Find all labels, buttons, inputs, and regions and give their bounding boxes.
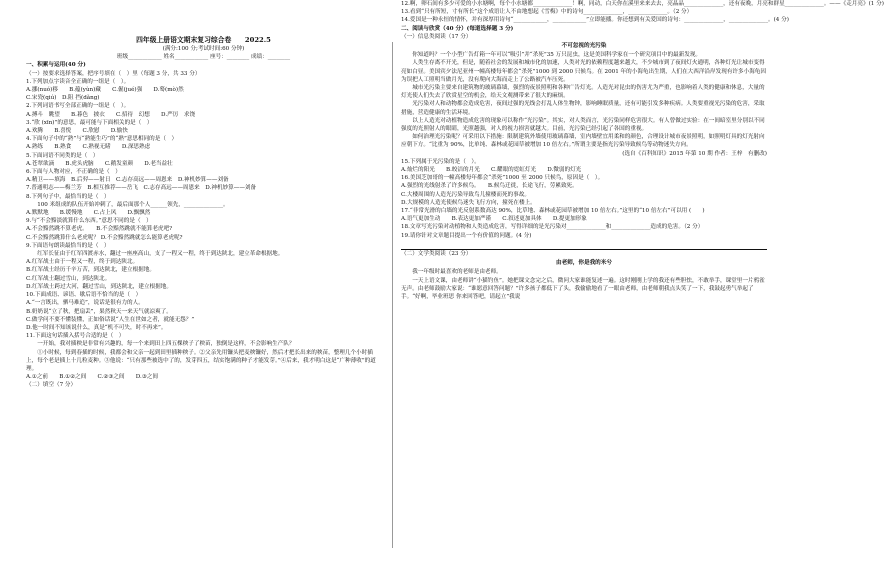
right-line-12: (选自《百科知识》2015 年第 10 期 作者：王梓 有删改) xyxy=(622,150,767,157)
left-line-2: 班级____________ 姓名____________ 座号：________ 成绩：________ xyxy=(116,54,291,61)
left-line-13: A.熟练 B.熟食 C.熟视无睹 D.深思熟虑 xyxy=(26,144,151,151)
left-line-21: A.默默地 B.缓慢地 C.占上风 D.飘飘然 xyxy=(26,210,151,217)
left-line-3: 一、积累与运用(40 分) xyxy=(26,62,86,69)
left-line-26: 红军长征由于红军四渡赤水，翻过一座座高山，支了一程又一程，终于到达陕北，建立革命根据地。 xyxy=(37,251,284,258)
left-line-20: 100 米组成的队伍开始冲刺了，最后面那个人______领先，______________。 xyxy=(26,201,229,208)
right-line-10: 以上人造光对动植物造成危害的现象可以称作“光污染”。其实，对人类而言，光污染同样危害很大。有人曾做过实验：在一间暗室里分别以不同强度的光照射人的眼睛，光照越强，对人的视力损害就越大。目前，光污染已经引起了各国的重视。 xyxy=(401,117,765,133)
right-line-5: 不可忽视的光污染 xyxy=(561,43,607,50)
left-line-19: 8.下列句子中，最恰当的是（ ） xyxy=(26,193,110,200)
right-line-9: 光污染对人和动物都会造成危害，夜间过强的光线会打乱人体生物钟，影响睡眠质量，还有可能引发多种疾病。人类要重视光污染的危害，采取措施，营造健康的生活环境。 xyxy=(401,101,765,116)
left-line-22: 9.与“不会黯淡就算什么东西。”意思不同的是（ ） xyxy=(26,218,152,225)
left-line-1: (满分:100 分;考试时间:60 分钟) xyxy=(162,46,245,52)
right-line-27: 一天上语文课，由老师讲“小猫钓鱼”。她把课文念完之后，微问大家谁能复述一遍。这时刚刚上学的我还有些胆怯，不敢举手，课堂里一片鸦雀无声。由老师鼓励大家说：“谁愿意回答问题？”许多孩子都低下了头，我偷偷地看了一眼由老师，由老师朝我点头笑了一下，我鼓起勇气举起了手。“好啊，毕业班思 你来回答吧，请起立”我说 xyxy=(401,277,765,300)
left-line-5: 1.下列加点字读音全正确的一组是（ ）。 xyxy=(26,78,130,85)
left-line-0: 四年级上册语文期末复习综合卷 2022.5 xyxy=(136,36,271,44)
left-line-30: D.红军战士跨过大河，翻过雪山，到达陕北，建立根据地。 xyxy=(26,283,172,290)
left-line-8: 2.下列词语书写全部正确的一组是（ ）。 xyxy=(26,103,130,110)
right-line-6: 你知道吗？一个小型广告灯箱一年可以“吸引”并“杀死”35 万只昆虫，这是美国科学家在一个研究项目中的最新发现。 xyxy=(412,52,702,59)
right-line-3: 二、阅读与欣赏（40 分）(每道选择题 3 分) xyxy=(401,25,514,32)
left-line-39: A.①之前 B.①②之间 C.②③之间 D.③之间 xyxy=(26,374,159,381)
right-line-17: C.大楼周围的人造光污染导致鸟儿撞楼而死的事故。 xyxy=(401,191,530,198)
right-line-1: 13.看到“只有所短，寸有所长”这个成语让人不由地想起《雪梅》中的诗句______________，______________。（2 分） xyxy=(401,9,693,16)
left-line-24: C.不会黯然跳算什么老虎呢？ D.不会黯然跳就怎么能算老虎呢? xyxy=(26,234,183,241)
left-line-4: （一）按要求选择答案，把序号填在（ ）里（每题 3 分，共 33 分） xyxy=(26,70,201,77)
left-line-29: C.红军战士翻过雪山，到达陕北。 xyxy=(26,275,111,282)
left-line-15: A.苍翠欲滴 B.虎头虎脑 C.鹅发童颜 D.老当益壮 xyxy=(26,160,173,167)
right-line-20: A.语气更加生动 B.表达更加严谨 C.叙述更加具体 D.提更加形象 xyxy=(401,216,587,223)
right-line-16: A.强烈的光线射杀了许多候鸟。 B.候鸟迁徙，长途飞行，劳累致死。 xyxy=(401,183,578,190)
left-line-9: A.搏斗 眺望 B.暮色 披衣 C.招待 幻想 D.严厉 求饶 xyxy=(26,111,196,118)
right-line-26: 我一年级时最喜欢的老师是由老师。 xyxy=(412,269,502,276)
right-line-4: （一）信息类阅读（17 分） xyxy=(401,33,472,40)
left-line-33: B.奶奶说“立了秋，把扇丢”，果然秋天一来天气就凉爽了。 xyxy=(26,308,172,315)
left-line-17: A.精卫——填海 B.后羿——射日 C.志存高远——周恩来 D.神机妙算——刘备 xyxy=(26,177,229,184)
left-line-7: C.宋瓷(qiú) D.阻 挡(dǎng) xyxy=(26,95,100,102)
right-line-22: 19.请你针对文章题目提出一个有价值的问题。(4 分) xyxy=(401,232,532,239)
left-line-38: ①小时候，每到春插的时候，我都会和父亲一起到田里插种秧子。②父亲先用镰头把麦秧镰好，然后才把长出来的秧苗，整理几个小时插上，每个老是插上十几粒麦种。③他说：“只有那些被选中了的，发芽四五，结实饱满的种子才能发芽。”④后来，我才明白这是“广种薄收”的道理。 xyxy=(26,349,376,372)
left-line-25: 9.下面语句朗读最恰当的是（ ） xyxy=(26,242,110,249)
left-line-10: 3.“欣 (xīn)”的意思，最可能与下面相关的是（ ） xyxy=(26,119,153,126)
right-column xyxy=(401,0,884,562)
right-line-8: 城市光污染主要来自建筑物的玻璃幕墙，强烈的夜景照明和各种广告灯光。人造光对昆虫的伤害尤为严重，也影响着人类的健康和休息，大量的灯光使人们失去了欣赏星空的机会，给天文观测带来了很大的麻烦。 xyxy=(401,85,765,100)
right-line-24: （二）文学类阅读（23 分） xyxy=(401,250,472,257)
right-line-14: A.灿烂的阳光 B.皎洁的月光 C.耀眼的霓虹灯光 D.微弱的灯光 xyxy=(401,167,582,174)
left-line-11: A.欢腾 B.喜悦 C.欣慰 D.愉快 xyxy=(26,128,128,135)
left-line-18: 7.普通明志——梅兰芳 B.相互推荐——岳飞 C.志存高远——周恩来 D.神机妙算——刘备 xyxy=(26,185,257,192)
right-line-15: 16.美国芝加哥的一幢高楼每年都会“杀死”1000 至 2000 只候鸟，原因是（ ）。 xyxy=(401,175,604,182)
right-line-18: D.大规模的人造光使候鸟迷失飞行方向，撞死在楼上。 xyxy=(401,199,536,206)
left-line-14: 5.下面词语不同类的是（ ） xyxy=(26,152,99,159)
left-line-28: B.红军战士经历千辛万苦，到达陕北，建立根据地。 xyxy=(26,267,155,274)
right-line-7: 人类生存离不开光，但是，随着社会的发展和城市化的加速，人类对光的依赖程度越来越大，不少城市到了夜间灯火通明，各种灯光让城市变得亮如白昼。美国宾夕法尼亚州一幢高楼每年都会“杀死”1000 到 2000 只候鸟。在 2001 年的小海龟出生期，人们在大西洋沿岸发现有许多小海龟因为误把人工照明当做月光，没有爬向大海而走上了公路被汽车压死。 xyxy=(401,60,766,83)
left-line-16: 6.下面与人物对应，不正确的是（ ） xyxy=(26,169,121,176)
right-line-2: 14.爱国是一种永恒的情怀，并有深厚用诗句“____________，____________”立即能播。你还想到有关爱国的诗句：______________，______________。(4 分) xyxy=(401,17,789,24)
right-line-0: 12.啊，卵石间有多少可爱的小水塘啊，每个小水塘都______________！啊，同动，白天你在溪里来来去去，亮晶晶______________，还有夜晚，月亮和群星______________。——《走月亮》(1 分) xyxy=(401,1,884,7)
left-line-23: A.不会黯然跳不算老虎。 B.不会黯然跳就不能算老虎吧? xyxy=(26,226,173,233)
left-line-6: A.挪(nuó)移 B.蕴(yùn)藏 C.倔(jué)强 D.蓦(mò)然 xyxy=(26,87,184,94)
right-line-13: 15.下列属于光污染的是（ ）。 xyxy=(401,158,480,165)
left-line-27: A.红军战士由于一程又一程，终于到达陕北。 xyxy=(26,259,139,266)
right-line-19: 17.“非常光滑的白墙的光反射系数高达 90%，比草地、森林或花园草被增加 10 倍左右。”这里的“10 倍左右”可以用 ( ) xyxy=(401,208,705,215)
left-line-32: A.“一言既出，驷马难追”，说话是很有力的人。 xyxy=(26,300,144,307)
left-column xyxy=(26,0,381,562)
right-line-21: 18.文章写光污染对动植物和人类造成危害，写得详细的是光污染对______________和______________造成的危害。（2 分） xyxy=(401,224,704,231)
right-line-11: 如何治理光污染呢？可采用以下措施：限制建筑外墙使用玻璃幕墙，室内墙壁宜用柔和的颜色，合理设计城市夜景照明，如照明灯具的灯光射向应朝下方。“比重为 90%，比单纯、森林或花园草被增加 10 倍左右。”所谓主要是指光污染导致候鸟等动物迷失方向。 xyxy=(401,134,765,149)
left-line-31: 10.下面成语、谚语、歇后语不恰当的是（ ） xyxy=(26,292,142,299)
right-line-25: 由老师，你是我的米兮 xyxy=(556,260,612,267)
left-line-37: 一开始，我对插秧是非常有兴趣的，每一个来到田上四五棵秧子了秧苗，独倒是这样，不会影响生产队？ xyxy=(37,341,295,348)
left-line-12: 4.下面句子中的“熟”与“熟能生巧”的“熟”意思相同的是（ ） xyxy=(26,136,178,143)
left-line-35: D.他一时间不知该说什么，真是“机不可失，时不再来”。 xyxy=(26,324,167,331)
column-divider xyxy=(392,42,393,548)
right-line-23 xyxy=(401,240,767,250)
left-line-36: 11.下面这句话插入括号合适的是（ ） xyxy=(26,333,125,340)
left-line-40: （二）填空（7 分） xyxy=(26,382,77,389)
left-line-34: C.做学问不要不懂装懂，正如俗话说“人生在世如之者，就能无怨？” xyxy=(26,316,195,323)
